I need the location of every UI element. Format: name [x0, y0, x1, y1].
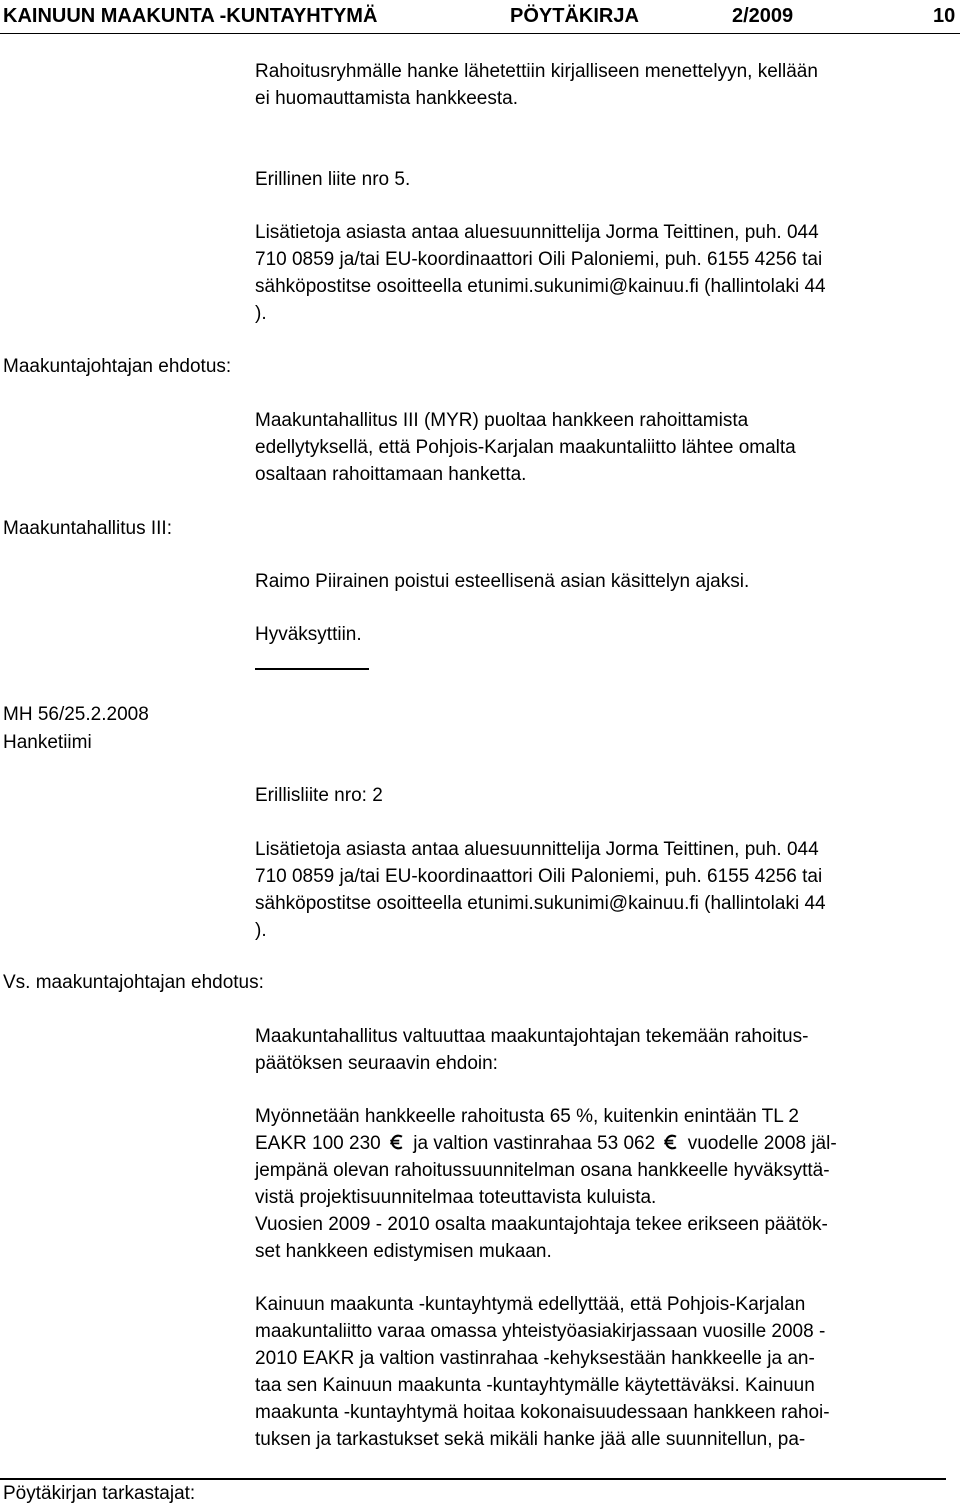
proposal-line: Maakuntahallitus valtuuttaa maakuntajohtajan tekemään rahoitus- [255, 1026, 809, 1047]
info-line: 710 0859 ja/tai EU-koordinaattori Oili Paloniemi, puh. 6155 4256 tai [255, 249, 823, 270]
label-maakuntajohtajan-ehdotus: Maakuntajohtajan ehdotus: [3, 356, 232, 377]
condition-line: taa sen Kainuun maakunta -kuntayhtymälle käytettäväksi. Kainuun [255, 1375, 815, 1396]
label-maakuntahallitus-iii: Maakuntahallitus III: [3, 518, 172, 539]
condition-line: maakunta -kuntayhtymä hoitaa kokonaisuudessaan hankkeen rahoi- [255, 1402, 830, 1423]
funding-line: Myönnetään hankkeelle rahoitusta 65 %, kuitenkin enintään TL 2 [255, 1106, 799, 1127]
paragraph-line: ei huomauttamista hankkeesta. [255, 88, 518, 109]
recusal-note: Raimo Piirainen poistui esteellisenä asian käsittelyn ajaksi. [255, 571, 750, 592]
condition-line: tuksen ja tarkastukset sekä mikäli hanke jää alle suunnitellun, pa- [255, 1429, 806, 1450]
condition-line: 2010 EAKR ja valtion vastinrahaa -kehyksestään hankkeelle ja an- [255, 1348, 815, 1369]
document-number: 2/2009 [732, 5, 794, 27]
funding-line: vistä projektisuunnitelmaa toteuttavista kuluista. [255, 1187, 657, 1208]
decision-approved: Hyväksyttiin. [255, 624, 362, 645]
page-header [0, 3, 960, 34]
decision-underline [255, 668, 369, 670]
condition-line: Kainuun maakunta -kuntayhtymä edellyttää, että Pohjois-Karjalan [255, 1294, 806, 1315]
funding-amount-eakr: EAKR 100 230 [255, 1133, 381, 1154]
euro-icon [388, 1133, 406, 1151]
proposal-line: päätöksen seuraavin ehdoin: [255, 1053, 498, 1074]
funding-amount-state: ja valtion vastinrahaa 53 062 [413, 1133, 656, 1154]
paragraph-line: Rahoitusryhmälle hanke lähetettiin kirjalliseen menettelyyn, kellään [255, 61, 818, 82]
org-name: KAINUUN MAAKUNTA -KUNTAYHTYMÄ [3, 5, 378, 27]
proposal-line: osaltaan rahoittamaan hanketta. [255, 464, 527, 485]
attachment-reference: Erillinen liite nro 5. [255, 169, 411, 190]
info-line: ). [255, 303, 267, 324]
info-line: Lisätietoja asiasta antaa aluesuunnittelija Jorma Teittinen, puh. 044 [255, 222, 819, 243]
condition-line: maakuntaliitto varaa omassa yhteistyöasiakirjassaan vuosille 2008 - [255, 1321, 826, 1342]
info-line: sähköpostitse osoitteella etunimi.sukunimi@kainuu.fi (hallintolaki 44 [255, 893, 826, 914]
label-hanketiimi: Hanketiimi [3, 732, 92, 753]
funding-line: set hankkeen edistymisen mukaan. [255, 1241, 552, 1262]
footer-reviewers-label: Pöytäkirjan tarkastajat: [3, 1483, 196, 1504]
info-line: Lisätietoja asiasta antaa aluesuunnittelija Jorma Teittinen, puh. 044 [255, 839, 819, 860]
page-number: 10 [933, 5, 956, 27]
funding-line: jempänä olevan rahoitussuunnitelman osana hankkeelle hyväksyttä- [255, 1160, 830, 1181]
funding-line: Vuosien 2009 - 2010 osalta maakuntajohtaja tekee erikseen päätök- [255, 1214, 828, 1235]
funding-year-text: vuodelle 2008 jäl- [687, 1133, 837, 1154]
document-type: PÖYTÄKIRJA [510, 5, 639, 27]
info-line: sähköpostitse osoitteella etunimi.sukunimi@kainuu.fi (hallintolaki 44 [255, 276, 826, 297]
euro-icon [662, 1133, 680, 1151]
info-line: ). [255, 920, 267, 941]
label-vs-ehdotus: Vs. maakuntajohtajan ehdotus: [3, 972, 264, 993]
proposal-line: Maakuntahallitus III (MYR) puoltaa hankkeen rahoittamista [255, 410, 749, 431]
attachment-reference: Erillisliite nro: 2 [255, 785, 383, 806]
label-mh-reference: MH 56/25.2.2008 [3, 704, 149, 725]
funding-line-euro [255, 1130, 837, 1157]
proposal-line: edellytyksellä, että Pohjois-Karjalan maakuntaliitto lähtee omalta [255, 437, 796, 458]
info-line: 710 0859 ja/tai EU-koordinaattori Oili Paloniemi, puh. 6155 4256 tai [255, 866, 823, 887]
